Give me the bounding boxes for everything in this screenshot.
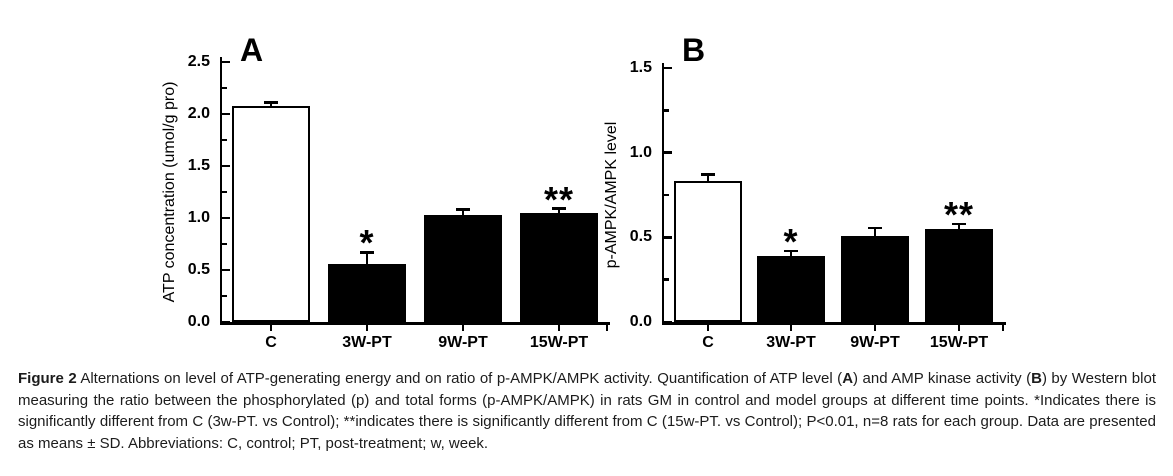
y-minor-tick — [664, 278, 669, 281]
bar-15w-pt — [925, 229, 993, 322]
x-category-label: 9W-PT — [850, 334, 900, 351]
y-tick-label: 1.5 — [629, 59, 652, 76]
y-major-tick — [664, 321, 672, 324]
y-axis-title: ATP concentration (umol/g pro) — [161, 81, 178, 303]
y-tick-label: 1.5 — [187, 157, 210, 174]
y-tick-label: 2.5 — [187, 53, 210, 70]
error-bar-cap — [701, 173, 715, 176]
y-tick-label: 1.0 — [629, 143, 652, 161]
x-category-label: 15W-PT — [529, 334, 589, 351]
error-bar-cap — [868, 227, 882, 230]
bar-c — [674, 181, 742, 322]
x-category-label: C — [702, 334, 714, 351]
y-tick-label: 1.0 — [187, 209, 210, 226]
y-minor-tick — [664, 109, 669, 112]
y-tick-label: 0.0 — [187, 313, 210, 330]
y-major-tick — [664, 67, 672, 70]
significance-marker: ** — [943, 193, 975, 235]
x-category-label: 15W-PT — [929, 334, 989, 351]
y-tick-label: 0.5 — [187, 261, 210, 278]
y-major-tick — [664, 236, 672, 239]
y-axis-title: p-AMPK/AMPK level — [603, 121, 620, 269]
x-category-label: 3W-PT — [766, 334, 816, 351]
significance-marker: ** — [543, 178, 575, 220]
panel-label: B — [682, 32, 706, 68]
caption-segment: A — [842, 370, 854, 387]
panel-label: A — [240, 32, 264, 68]
y-tick-label: 0.5 — [629, 228, 652, 246]
x-tick — [1002, 325, 1005, 331]
x-tick — [707, 325, 710, 331]
x-tick — [958, 325, 961, 331]
y-major-tick — [664, 151, 672, 154]
significance-marker: * — [359, 222, 375, 264]
x-tick — [874, 325, 877, 331]
y-tick-label: 2.0 — [187, 105, 210, 122]
caption-segment: B — [1031, 370, 1042, 387]
caption-segment: ) by Western blot measuring the ratio between the phosphorylated (p) and total forms (p-AMPK/AMPK) in rats GM in control and model groups at different time points. *Indicates there is significantly different from C (3w-PT. vs Control); **indicates there is significantly different from C (15w-PT. vs Control); P<0.01, n=8 rats for each group. Data are presented as means ± SD. Abbreviations: C, control; PT, post-treatment; w, week. — [18, 370, 1156, 452]
x-category-label: 3W-PT — [342, 334, 392, 351]
bar-9w-pt — [841, 236, 909, 322]
x-axis-line — [662, 322, 1006, 325]
y-tick-label: 0.0 — [629, 313, 652, 330]
caption-segment: ) and AMP kinase activity ( — [853, 370, 1032, 387]
figure-caption — [18, 368, 1156, 454]
caption-segment: Figure 2 — [18, 370, 77, 387]
y-minor-tick — [664, 194, 669, 197]
bar-3w-pt — [757, 256, 825, 322]
x-category-label: 9W-PT — [438, 334, 488, 351]
caption-segment: Alternations on level of ATP-generating energy and on ratio of p-AMPK/AMPK activity. Quantification of ATP level ( — [76, 370, 843, 387]
x-tick — [790, 325, 793, 331]
x-category-label: C — [265, 334, 277, 351]
significance-marker: * — [783, 220, 799, 262]
